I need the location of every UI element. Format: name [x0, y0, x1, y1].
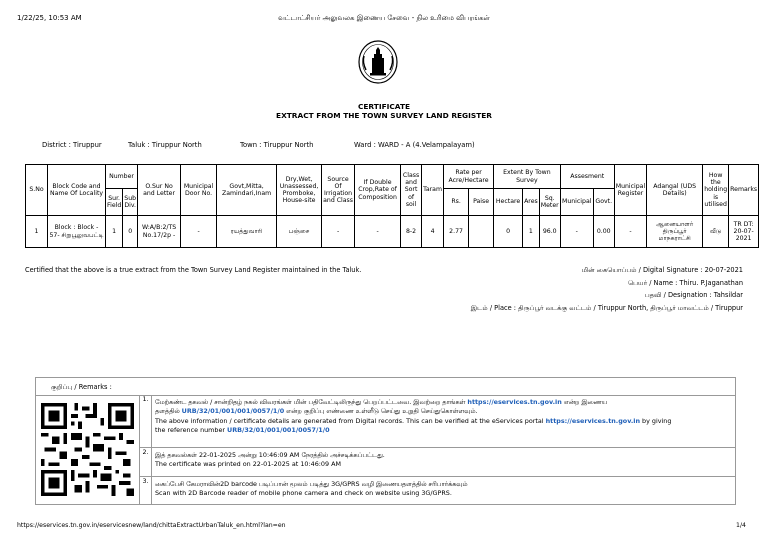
cell-adangal: ஆனையாளர் திருப்பூர் மாநகராட்சி — [647, 216, 703, 248]
remarks-box — [35, 377, 736, 505]
cell-sno: 1 — [26, 216, 48, 248]
col-remarks: Remarks — [729, 165, 759, 216]
cell-govt: 0.00 — [593, 216, 614, 248]
remark-tamil-text: இத் தகவல்கள் 22-01-2025 அன்று 10:46:09 AM நேரத்தில் அச்சடிக்கப்பட்டது. — [155, 451, 385, 459]
table-header-row — [26, 165, 759, 189]
cell-class-sort: 8-2 — [401, 216, 422, 248]
remark-tamil-text: கைப்பேசி கேமராவின்2D barcode படிப்பான் மூலம் படித்து 3G/GPRS வழி இணையதளத்தில் சரிபார்க்கவும் — [155, 480, 468, 488]
remark-english-text: the reference number — [155, 425, 228, 434]
cell-municipal-door: - — [181, 216, 217, 248]
tamilnadu-emblem-icon — [358, 40, 398, 84]
remark-english-text: The above information / certificate details are generated from Digital records. This can be verified at the eServices portal — [155, 416, 546, 425]
page-number: 1/4 — [736, 522, 746, 529]
cell-hectare: 0 — [494, 216, 523, 248]
remark-item-2 — [140, 448, 735, 477]
cell-source: - — [322, 216, 355, 248]
place-label: இடம் / Place : திருப்பூர் வடக்கு வட்டம் / Tiruppur North, திருப்பூர் மாவட்டம் / Tiruppur — [470, 304, 743, 312]
col-extent: Extent By Town Survey — [494, 165, 561, 189]
reference-number: URB/32/01/001/001/0057/1/0 — [227, 425, 330, 434]
cell-ares: 1 — [523, 216, 540, 248]
town-label: Town : Tiruppur North — [240, 141, 314, 149]
certificate-subtitle: EXTRACT FROM THE TOWN SURVEY LAND REGISTER — [276, 111, 492, 120]
signatory-designation: பதவி / Designation : Tahsildar — [644, 291, 743, 299]
cell-municipal: - — [560, 216, 593, 248]
col-sno: S.No — [26, 165, 48, 216]
remark-text — [155, 451, 733, 470]
col-class-sort: Class and Sort of soil — [401, 165, 422, 216]
cell-sur: 1 — [106, 216, 123, 248]
eservices-link[interactable]: https://eservices.tn.gov.in — [467, 398, 562, 406]
col-dry-wet: Dry,Wet, Unassessed, Promboke, House-site — [277, 165, 322, 216]
remark-number: 3. — [140, 477, 152, 504]
remark-tamil-text: தளத்தில் — [155, 407, 182, 416]
certificate-title: CERTIFICATE — [357, 102, 411, 111]
remarks-header — [36, 378, 735, 396]
col-municipal-door: Municipal Door No. — [181, 165, 217, 216]
col-municipal-register: Municipal Register — [614, 165, 646, 216]
remark-tamil-text: என்ற இணைய — [561, 398, 608, 406]
remark-tamil-text: என்ற குறிப்பு எண்ணை உள்ளீடு செய்து உறுதி செய்துகொள்ளவும். — [284, 407, 478, 416]
col-how-held: How the holding is utilised — [703, 165, 729, 216]
remark-number: 1. — [140, 395, 152, 447]
col-double-crop: If Double Crop,Rate of Composition — [355, 165, 401, 216]
col-taram: Taram — [422, 165, 444, 216]
remark-english-text: by giving — [640, 416, 672, 425]
cell-double-crop: - — [355, 216, 401, 248]
remark-text — [155, 398, 733, 435]
remark-item-1 — [140, 395, 735, 448]
page-title: வட்டாட்சியர் அலுவலக இணைய சேவை - நில உரிமை விபரங்கள் — [278, 14, 490, 22]
cell-rs: 2.77 — [444, 216, 469, 248]
table-row — [26, 216, 759, 248]
eservices-link[interactable]: https://eservices.tn.gov.in — [545, 416, 641, 425]
cell-block-code: Block : Block - 57- சிறுபூலுவபட்டி — [48, 216, 106, 248]
col-block-code: Block Code and Name Of Locality — [48, 165, 106, 216]
remarks-heading: குறிப்பு / Remarks : — [51, 383, 112, 391]
col-assessment: Assesment — [560, 165, 614, 189]
col-municipal: Municipal — [560, 189, 593, 216]
signatory-name: பெயர் / Name : Thiru. P.Jaganathan — [628, 279, 743, 287]
taluk-label: Taluk : Tiruppur North — [128, 141, 202, 149]
qr-cell — [36, 395, 140, 504]
remark-english-text: The certificate was printed on 22-01-2025 at 10:46:09 AM — [155, 460, 341, 469]
land-register-table — [25, 164, 759, 248]
print-datetime: 1/22/25, 10:53 AM — [17, 14, 82, 22]
col-number: Number — [106, 165, 138, 189]
certification-statement: Certified that the above is a true extract from the Town Survey Land Register maintained in the Taluk. — [25, 266, 362, 274]
page-url: https://eservices.tn.gov.in/eservicesnew/land/chittaExtractUrbanTaluk_en.html?lan=en — [17, 522, 286, 529]
remark-item-3 — [140, 477, 735, 504]
cell-remarks: TR DT: 20-07-2021 — [729, 216, 759, 248]
cell-how-held: வீடு — [703, 216, 729, 248]
col-source: Source Of Irrigation and Class — [322, 165, 355, 216]
col-sub: Sub Div. — [123, 189, 138, 216]
col-rs: Rs. — [444, 189, 469, 216]
ward-label: Ward : WARD - A (4.Velampalayam) — [354, 141, 475, 149]
digital-signature: மின் கையொப்பம் / Digital Signature : 20-07-2021 — [581, 266, 743, 274]
col-osur: O.Sur No and Letter — [138, 165, 181, 216]
cell-municipal-register: - — [614, 216, 646, 248]
cell-govt-mitta: ரயத்துவாரி — [217, 216, 277, 248]
remark-tamil-text: மேற்கண்ட தகவல் / சான்றிதழ் நகல் விவரங்கள் மின் பதிவேட்டிலிருந்து பெறப்பட்டவை. இவற்றை தாங்கள் — [155, 398, 468, 406]
col-paise: Paise — [469, 189, 494, 216]
qr-code-icon — [41, 403, 134, 496]
col-adangal: Adangal (UDS Details) — [647, 165, 703, 216]
col-hectare: Hectare — [494, 189, 523, 216]
cell-sqmeter: 96.0 — [539, 216, 560, 248]
cell-taram: 4 — [422, 216, 444, 248]
col-ares: Ares — [523, 189, 540, 216]
cell-sub: 0 — [123, 216, 138, 248]
cell-dry-wet: பஞ்சை — [277, 216, 322, 248]
cell-paise — [469, 216, 494, 248]
col-rate: Rate per Acre/Hectare — [444, 165, 494, 189]
col-sur: Sur. Field — [106, 189, 123, 216]
reference-number: URB/32/01/001/001/0057/1/0 — [181, 407, 285, 416]
district-label: District : Tiruppur — [42, 141, 102, 149]
remark-number: 2. — [140, 448, 152, 476]
remark-english-text: Scan with 2D Barcode reader of mobile phone camera and check on website using 3G/GPRS. — [155, 489, 452, 498]
col-govt: Govt. — [593, 189, 614, 216]
col-sqmeter: Sq. Meter — [539, 189, 560, 216]
col-govt-mitta: Govt,Mitta, Zamindari,Inam — [217, 165, 277, 216]
remark-text — [155, 480, 733, 499]
cell-osur: W:A/B:2/TS No.17/2p - — [138, 216, 181, 248]
